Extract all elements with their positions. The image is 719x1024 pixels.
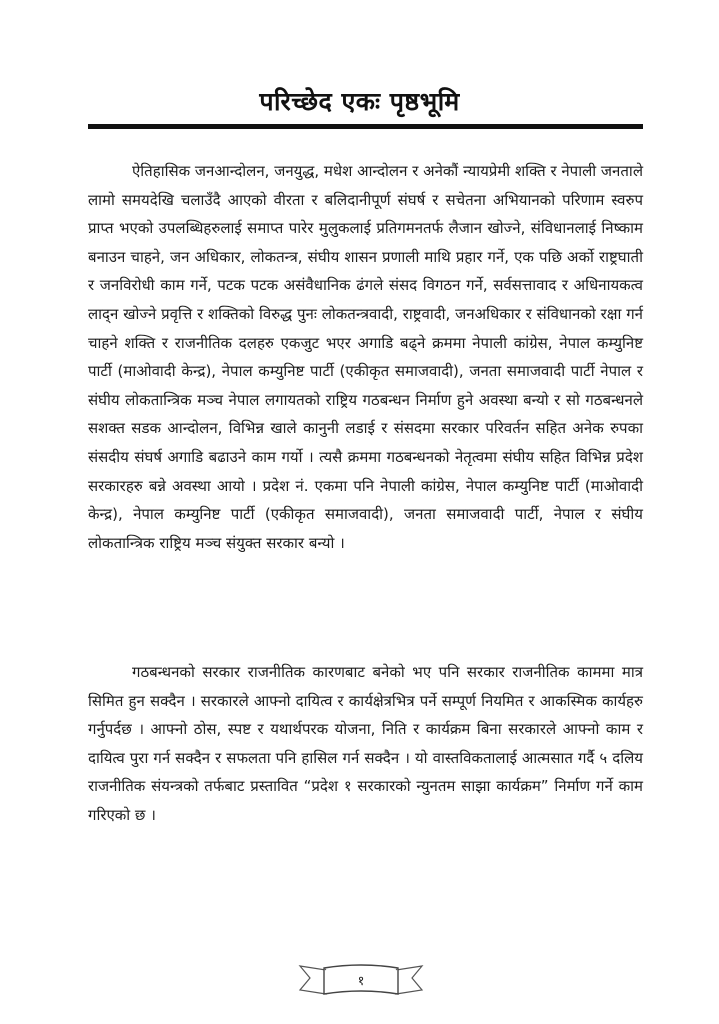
chapter-title: परिच्छेद एकः पृष्ठभूमि <box>259 87 460 116</box>
body-paragraph-coalition-government: गठबन्धनको सरकार राजनीतिक कारणबाट बनेको भए पनि सरकार राजनीतिक काममा मात्र सिमित हुन सक्दैन । सरकारले आफ्नो दायित्व र कार्यक्षेत्रभित्र पर्ने सम्पूर्ण नियमित र आकस्मिक कार्यहरु गर्नुपर्दछ । आफ्नो ठोस, स्पष्ट र यथार्थपरक योजना, निति र कार्यक्रम बिना सरकारले आफ्नो काम र दायित्व पुरा गर्न सक्दैन र सफलता पनि हासिल गर्न सक्दैन । यो वास्तविकतालाई आत्मसात गर्दै ५ दलिय राजनीतिक संयन्त्रको तर्फबाट प्रस्तावित “प्रदेश १ सरकारको न्युनतम साझा कार्यक्रम” निर्माण गर्ने काम गरिएको छ । <box>88 663 643 824</box>
page-number: १ <box>357 974 365 989</box>
title-underline-rule <box>88 124 643 129</box>
page-number-ribbon <box>296 960 426 1000</box>
body-paragraph-background: ऐतिहासिक जनआन्दोलन, जनयुद्ध, मधेश आन्दोलन र अनेकौं न्यायप्रेमी शक्ति र नेपाली जनताले लामो समयदेखि चलाउँदै आएको वीरता र बलिदानीपूर्ण संघर्ष र सचेतना अभियानको परिणाम स्वरुप प्राप्त भएको उपलब्धिहरुलाई समाप्त पारेर मुलुकलाई प्रतिगमनतर्फ लैजान खोज्ने, संविधानलाई निष्काम बनाउन चाहने, जन अधिकार, लोकतन्त्र, संघीय शासन प्रणाली माथि प्रहार गर्ने, एक पछि अर्को राष्ट्रघाती र जनविरोधी काम गर्ने, पटक पटक असंवैधानिक ढंगले संसद विगठन गर्ने, सर्वसत्तावाद र अधिनायकत्व लाद्न खोज्ने प्रवृत्ति र शक्तिको विरुद्ध पुनः लोकतन्त्रवादी, राष्ट्रवादी, जनअधिकार र संविधानको रक्षा गर्न चाहने शक्ति र राजनीतिक दलहरु एकजुट भएर अगाडि बढ्ने क्रममा नेपाली कांग्रेस, नेपाल कम्युनिष्ट पार्टी (माओवादी केन्द्र), नेपाल कम्युनिष्ट पार्टी (एकीकृत समाजवादी), जनता समाजवादी पार्टी नेपाल र संघीय लोकतान्त्रिक मञ्च नेपाल लगायतको राष्ट्रिय गठबन्धन निर्माण हुने अवस्था बन्यो र सो गठबन्धनले सशक्त सडक आन्दोलन, विभिन्न खाले कानुनी लडाई र संसदमा सरकार परिवर्तन सहित अनेक रुपका संसदीय संघर्ष अगाडि बढाउने काम गर्यो । त्यसै क्रममा गठबन्धनको नेतृत्वमा संघीय सहित विभिन्न प्रदेश सरकारहरु बन्ने अवस्था आयो । प्रदेश नं. एकमा पनि नेपाली कांग्रेस, नेपाल कम्युनिष्ट पार्टी (माओवादी केन्द्र), नेपाल कम्युनिष्ट पार्टी (एकीकृत समाजवादी), जनता समाजवादी पार्टी, नेपाल र संघीय लोकतान्त्रिक राष्ट्रिय मञ्च संयुक्त सरकार बन्यो । <box>88 162 643 552</box>
